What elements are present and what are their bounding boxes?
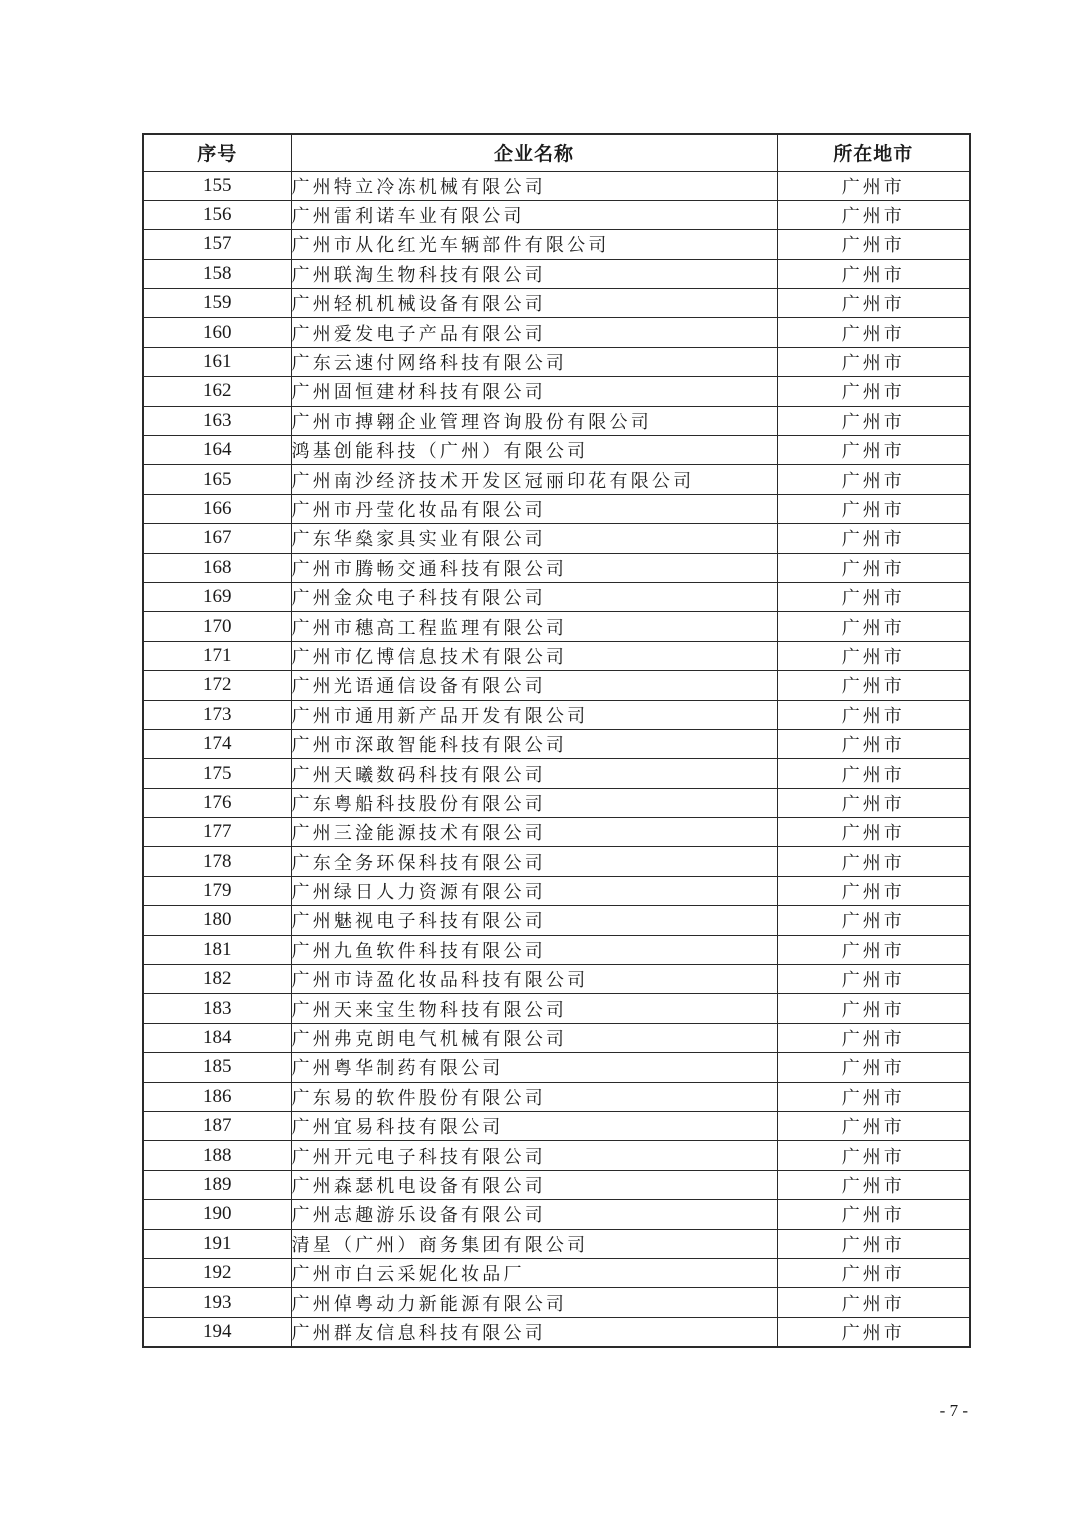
table-row [143, 318, 970, 347]
row-company-name-cell: 广州九鱼软件科技有限公司 [291, 935, 777, 964]
row-company-name-cell: 广州市诗盈化妆品科技有限公司 [291, 965, 777, 994]
row-city-cell: 广州市 [777, 259, 970, 288]
header-company-name: 企业名称 [291, 134, 777, 171]
table-row [143, 1170, 970, 1199]
table-row [143, 406, 970, 435]
row-city-cell: 广州市 [777, 1200, 970, 1229]
row-city-cell: 广州市 [777, 847, 970, 876]
row-company-name-cell: 广州市搏翱企业管理咨询股份有限公司 [291, 406, 777, 435]
table-row [143, 788, 970, 817]
row-company-name-cell: 广州爱发电子产品有限公司 [291, 318, 777, 347]
row-company-name-cell: 广州天曦数码科技有限公司 [291, 759, 777, 788]
table-row [143, 1023, 970, 1052]
row-company-name-cell: 广州光语通信设备有限公司 [291, 671, 777, 700]
row-company-name-cell: 广州金众电子科技有限公司 [291, 582, 777, 611]
row-city-cell: 广州市 [777, 524, 970, 553]
row-company-name-cell: 清星（广州）商务集团有限公司 [291, 1229, 777, 1258]
row-index-cell: 158 [143, 259, 291, 288]
table-row [143, 553, 970, 582]
table-row [143, 1200, 970, 1229]
row-city-cell: 广州市 [777, 1053, 970, 1082]
row-index-cell: 167 [143, 524, 291, 553]
row-index-cell: 161 [143, 347, 291, 376]
row-city-cell: 广州市 [777, 347, 970, 376]
row-index-cell: 189 [143, 1170, 291, 1199]
row-index-cell: 176 [143, 788, 291, 817]
row-city-cell: 广州市 [777, 1288, 970, 1317]
table-row [143, 1053, 970, 1082]
row-index-cell: 163 [143, 406, 291, 435]
table-row [143, 465, 970, 494]
row-city-cell: 广州市 [777, 612, 970, 641]
row-company-name-cell: 广州粤华制药有限公司 [291, 1053, 777, 1082]
row-city-cell: 广州市 [777, 700, 970, 729]
row-company-name-cell: 广州市亿博信息技术有限公司 [291, 641, 777, 670]
table-row [143, 641, 970, 670]
row-company-name-cell: 广州魅视电子科技有限公司 [291, 906, 777, 935]
row-index-cell: 173 [143, 700, 291, 729]
table-row [143, 612, 970, 641]
row-index-cell: 160 [143, 318, 291, 347]
row-company-name-cell: 广州倬粤动力新能源有限公司 [291, 1288, 777, 1317]
table-row [143, 1141, 970, 1170]
row-city-cell: 广州市 [777, 1317, 970, 1346]
row-index-cell: 165 [143, 465, 291, 494]
row-city-cell: 广州市 [777, 1141, 970, 1170]
table-row [143, 200, 970, 229]
row-city-cell: 广州市 [777, 906, 970, 935]
row-company-name-cell: 广州雷利诺车业有限公司 [291, 200, 777, 229]
row-index-cell: 175 [143, 759, 291, 788]
row-company-name-cell: 广东华燊家具实业有限公司 [291, 524, 777, 553]
row-city-cell: 广州市 [777, 230, 970, 259]
row-company-name-cell: 广东易的软件股份有限公司 [291, 1082, 777, 1111]
row-city-cell: 广州市 [777, 876, 970, 905]
row-city-cell: 广州市 [777, 465, 970, 494]
row-city-cell: 广州市 [777, 494, 970, 523]
row-city-cell: 广州市 [777, 818, 970, 847]
row-index-cell: 190 [143, 1200, 291, 1229]
row-company-name-cell: 广州市穗高工程监理有限公司 [291, 612, 777, 641]
table-row [143, 289, 970, 318]
table-row [143, 494, 970, 523]
row-company-name-cell: 广州宜易科技有限公司 [291, 1112, 777, 1141]
row-index-cell: 174 [143, 729, 291, 758]
page-number: - 7 - [939, 1401, 968, 1420]
row-company-name-cell: 鸿基创能科技（广州）有限公司 [291, 436, 777, 465]
row-index-cell: 179 [143, 876, 291, 905]
table-body [143, 171, 970, 1347]
row-index-cell: 188 [143, 1141, 291, 1170]
row-company-name-cell: 广州绿日人力资源有限公司 [291, 876, 777, 905]
row-company-name-cell: 广州联淘生物科技有限公司 [291, 259, 777, 288]
row-company-name-cell: 广州弗克朗电气机械有限公司 [291, 1023, 777, 1052]
row-index-cell: 180 [143, 906, 291, 935]
row-city-cell: 广州市 [777, 1258, 970, 1287]
row-city-cell: 广州市 [777, 436, 970, 465]
row-city-cell: 广州市 [777, 788, 970, 817]
row-index-cell: 169 [143, 582, 291, 611]
row-city-cell: 广州市 [777, 1082, 970, 1111]
row-company-name-cell: 广州开元电子科技有限公司 [291, 1141, 777, 1170]
row-index-cell: 156 [143, 200, 291, 229]
row-index-cell: 157 [143, 230, 291, 259]
row-city-cell: 广州市 [777, 318, 970, 347]
row-company-name-cell: 广东粤船科技股份有限公司 [291, 788, 777, 817]
table-row [143, 935, 970, 964]
table-row [143, 524, 970, 553]
row-company-name-cell: 广州天来宝生物科技有限公司 [291, 994, 777, 1023]
table-row [143, 582, 970, 611]
row-city-cell: 广州市 [777, 965, 970, 994]
table-row [143, 1229, 970, 1258]
row-city-cell: 广州市 [777, 935, 970, 964]
row-city-cell: 广州市 [777, 671, 970, 700]
row-city-cell: 广州市 [777, 641, 970, 670]
table-row [143, 377, 970, 406]
row-index-cell: 166 [143, 494, 291, 523]
table-row [143, 818, 970, 847]
row-city-cell: 广州市 [777, 377, 970, 406]
row-city-cell: 广州市 [777, 1229, 970, 1258]
row-index-cell: 183 [143, 994, 291, 1023]
row-city-cell: 广州市 [777, 1112, 970, 1141]
row-city-cell: 广州市 [777, 994, 970, 1023]
row-company-name-cell: 广州特立冷冻机械有限公司 [291, 171, 777, 200]
table-row [143, 906, 970, 935]
row-company-name-cell: 广州市通用新产品开发有限公司 [291, 700, 777, 729]
row-city-cell: 广州市 [777, 200, 970, 229]
row-company-name-cell: 广州固恒建材科技有限公司 [291, 377, 777, 406]
row-index-cell: 187 [143, 1112, 291, 1141]
row-index-cell: 171 [143, 641, 291, 670]
row-index-cell: 191 [143, 1229, 291, 1258]
table-row [143, 1317, 970, 1346]
row-index-cell: 178 [143, 847, 291, 876]
row-company-name-cell: 广州市深敢智能科技有限公司 [291, 729, 777, 758]
header-city: 所在地市 [777, 134, 970, 171]
row-company-name-cell: 广州轻机机械设备有限公司 [291, 289, 777, 318]
row-company-name-cell: 广东云速付网络科技有限公司 [291, 347, 777, 376]
row-company-name-cell: 广州市丹莹化妆品有限公司 [291, 494, 777, 523]
table-row [143, 965, 970, 994]
row-city-cell: 广州市 [777, 1023, 970, 1052]
company-list-table [142, 133, 971, 1348]
row-index-cell: 192 [143, 1258, 291, 1287]
row-company-name-cell: 广州市腾畅交通科技有限公司 [291, 553, 777, 582]
row-index-cell: 177 [143, 818, 291, 847]
table-row [143, 1112, 970, 1141]
row-index-cell: 186 [143, 1082, 291, 1111]
table-row [143, 259, 970, 288]
table-row [143, 671, 970, 700]
row-index-cell: 155 [143, 171, 291, 200]
table-row [143, 847, 970, 876]
row-city-cell: 广州市 [777, 582, 970, 611]
table-row [143, 171, 970, 200]
row-company-name-cell: 广州市白云采妮化妆品厂 [291, 1258, 777, 1287]
header-index: 序号 [143, 134, 291, 171]
table-row [143, 876, 970, 905]
row-index-cell: 193 [143, 1288, 291, 1317]
row-company-name-cell: 广州群友信息科技有限公司 [291, 1317, 777, 1346]
table-row [143, 1288, 970, 1317]
row-company-name-cell: 广州南沙经济技术开发区冠丽印花有限公司 [291, 465, 777, 494]
row-index-cell: 159 [143, 289, 291, 318]
row-index-cell: 185 [143, 1053, 291, 1082]
row-company-name-cell: 广州市从化红光车辆部件有限公司 [291, 230, 777, 259]
table-row [143, 436, 970, 465]
row-company-name-cell: 广州三淦能源技术有限公司 [291, 818, 777, 847]
table-row [143, 759, 970, 788]
table-row [143, 1258, 970, 1287]
row-city-cell: 广州市 [777, 289, 970, 318]
row-city-cell: 广州市 [777, 406, 970, 435]
row-index-cell: 162 [143, 377, 291, 406]
table-header [143, 134, 970, 171]
row-index-cell: 164 [143, 436, 291, 465]
row-city-cell: 广州市 [777, 171, 970, 200]
row-index-cell: 170 [143, 612, 291, 641]
row-city-cell: 广州市 [777, 1170, 970, 1199]
row-index-cell: 194 [143, 1317, 291, 1346]
header-row [143, 134, 970, 171]
row-index-cell: 181 [143, 935, 291, 964]
row-index-cell: 184 [143, 1023, 291, 1052]
table-row [143, 1082, 970, 1111]
table-row [143, 347, 970, 376]
row-city-cell: 广州市 [777, 553, 970, 582]
row-index-cell: 172 [143, 671, 291, 700]
table-row [143, 230, 970, 259]
row-company-name-cell: 广州志趣游乐设备有限公司 [291, 1200, 777, 1229]
table-row [143, 729, 970, 758]
row-index-cell: 168 [143, 553, 291, 582]
table-row [143, 700, 970, 729]
table-row [143, 994, 970, 1023]
row-city-cell: 广州市 [777, 759, 970, 788]
row-index-cell: 182 [143, 965, 291, 994]
row-city-cell: 广州市 [777, 729, 970, 758]
row-company-name-cell: 广东全务环保科技有限公司 [291, 847, 777, 876]
row-company-name-cell: 广州森瑟机电设备有限公司 [291, 1170, 777, 1199]
